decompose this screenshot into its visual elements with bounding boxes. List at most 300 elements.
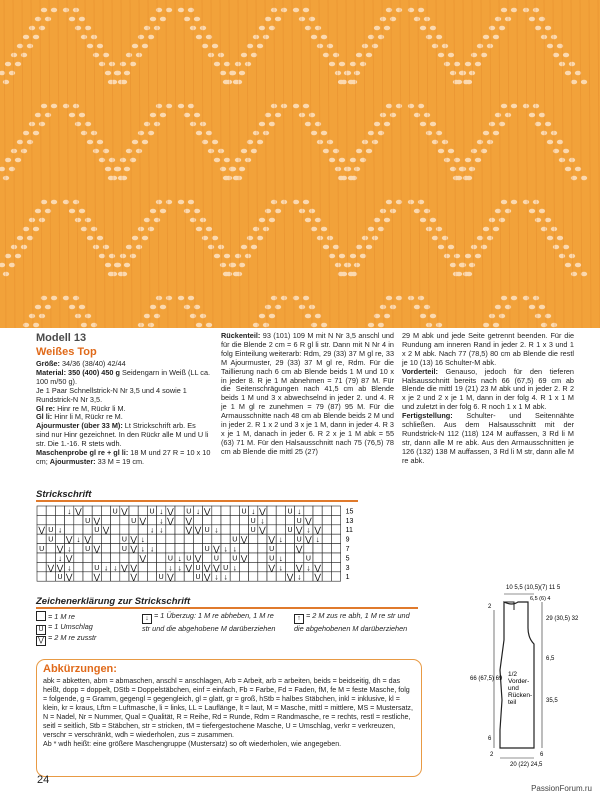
skp-icon: ↓ [232,563,237,573]
chart-cell [129,553,138,562]
yarnover-icon: U [85,546,91,553]
chart-cell [331,506,340,515]
k2tog-icon: ⋁ [56,563,64,573]
chart-cell [166,534,175,543]
k2tog-icon: ⋁ [130,572,137,582]
chart-row-number: 3 [345,564,350,572]
k2tog-icon: ⋁ [314,572,321,582]
yarnover-icon: U [48,536,54,544]
chart-cell [322,525,331,534]
chart-cell [74,525,83,534]
garment-schematic [470,580,580,775]
skp-icon: ↓ [168,563,173,573]
k2tog-icon: ⋁ [102,525,110,535]
knit-symbol-icon [36,611,46,621]
chart-cell [331,534,340,543]
chart-cell [101,544,110,553]
chart-cell [285,534,294,543]
k2tog-icon: ⋁ [56,544,64,554]
material-value: 350 (400) 450 g [68,367,120,377]
chart-row-number: 11 [345,527,353,535]
gauge-ajour-value: 33 M = 19 cm. [97,456,145,466]
chart-cell [101,534,110,543]
chart-cell [111,534,120,543]
skp-icon: ↓ [278,553,283,563]
chart-cell [184,534,193,543]
chart-cell [74,562,83,571]
chart-cell [111,544,120,553]
schematic-bottom-right: 6 [540,752,544,758]
skp-icon: ↓ [278,535,283,545]
k2tog-symbol-icon: ⋁ [36,636,46,646]
back-continued-text: 29 M abk und jede Seite getrennt beenden. Für die Rundung am inneren Rand in jeder 2. R 1 x 3 und 1 x 2 M abk. Nach 77 (78,5) 80 cm ab Blende die restl je 10 (13) 16 Schulter-M abk. [402,331,574,367]
chart-cell [175,534,184,543]
gl-li-value: Hinr li M, Rückr re M. [54,412,123,422]
legend-text-yarnover: = 1 Umschlag [48,622,93,631]
k2tog-icon: ⋁ [259,525,266,535]
k2tog-icon: ⋁ [194,553,202,563]
k2tog-icon: ⋁ [314,525,321,535]
skp-icon: ↓ [214,525,219,535]
chart-cell [46,506,55,515]
k2tog-icon: ⋁ [286,572,294,582]
chart-cell [203,515,212,524]
chart-row-number: 13 [345,517,354,525]
chart-cell [111,515,120,524]
knitting-chart [36,504,386,589]
skp-icon: ↓ [159,506,164,516]
yarnover-icon: U [250,517,256,525]
chart-cell [313,544,322,553]
k2tog-icon: ⋁ [295,563,303,573]
k2tog-icon: ⋁ [213,544,220,554]
chart-cell [193,515,202,524]
skp-icon: ↓ [150,544,154,554]
chart-cell [221,553,230,562]
chart-cell [221,534,230,543]
back-label: Rückenteil: [221,331,261,340]
chart-cell [267,572,276,581]
chart-cell [92,506,101,515]
k2tog-icon: ⋁ [305,516,312,526]
chart-cell [111,572,120,581]
k2tog-icon: ⋁ [130,563,137,573]
model-number: Modell 13 [36,332,87,344]
legend-item-skp [142,611,282,633]
chart-cell [249,544,258,553]
k2tog-icon: ⋁ [139,516,147,526]
chart-cell [65,515,74,524]
chart-cell [276,506,285,515]
yarnover-icon: U [48,527,54,535]
chart-cell [37,562,46,571]
chart-cell [147,553,156,562]
skp-icon: ↓ [67,563,72,573]
chart-cell [276,525,285,534]
chart-cell [92,534,101,543]
chart-cell [322,506,331,515]
schematic-bottom: 20 (22) 24,5 [510,762,543,768]
chart-cell [322,562,331,571]
gauge-ajour-label: Ajourmuster: [49,456,96,466]
chart-cell [258,544,267,553]
chart-cell [46,544,55,553]
chart-cell [212,515,221,524]
k2tog-icon: ⋁ [167,506,174,516]
gl-re-label: Gl re: [36,403,56,413]
chart-cell [101,515,110,524]
chart-cell [276,515,285,524]
chart-cell [83,525,92,534]
k2tog-icon: ⋁ [305,535,312,545]
chart-cell [157,534,166,543]
k2tog-icon: ⋁ [139,553,147,563]
skp-icon: ↓ [113,563,118,573]
chart-cell [313,506,322,515]
yarnover-icon: U [269,546,275,553]
chart-cell [120,525,129,534]
k2tog-icon: ⋁ [65,553,73,563]
chart-cell [322,572,331,581]
k2tog-icon: ⋁ [185,563,193,573]
chart-cell [203,553,212,562]
yarnover-icon: U [241,508,247,516]
chart-cell [239,515,248,524]
schematic-left-mid: 66 (67,5) 69 [470,676,503,682]
legend-heading: Zeichenerklärung zur Strickschrift [36,596,191,607]
skp-icon: ↓ [150,525,154,535]
chart-cell [258,562,267,571]
k2tog-icon: ⋁ [38,525,45,535]
yarnover-icon: U [131,517,137,525]
skp-icon: ↓ [67,544,72,554]
yarnover-icon: U [186,508,192,516]
yarnover-icon: U [121,536,127,544]
gl-li-label: Gl li: [36,412,53,422]
chart-cell [249,572,258,581]
yarnover-icon: U [195,564,201,572]
yarnover-icon: U [204,527,210,535]
k2tog-icon: ⋁ [65,572,73,582]
skp-icon: ↓ [196,506,200,516]
legend-item-k2tog [36,633,96,646]
chart-cell [285,553,294,562]
chart-cell [193,544,202,553]
chart-row-number: 5 [345,555,350,563]
front-text: Genauso, jedoch für den tieferen Halsausschnitt bereits nach 66 (67,5) 69 cm ab Blende die mittl 19 (21) 23 M abk und in jeder 2. R 2 x je 2 und 2 x je 1 M, dann in der folg 4. R 1 x 1 M und zuletzt in der folg 6. R noch 1 x 1 M abk. [402,366,574,412]
chart-cell [249,534,258,543]
k2tog-icon: ⋁ [75,506,82,516]
chart-cell [129,506,138,515]
chart-cell [157,562,166,571]
site-watermark: PassionForum.ru [531,784,592,793]
chart-cell [221,515,230,524]
chart-cell [203,534,212,543]
chart-cell [74,572,83,581]
chart-cell [175,572,184,581]
chart-heading-rule [36,500,358,502]
chart-cell [74,544,83,553]
chart-cell [37,506,46,515]
chart-cell [212,506,221,515]
chart-cell [276,572,285,581]
yarnover-icon: U [305,555,311,563]
skp-icon: ↓ [177,563,182,573]
skp-symbol-icon: ↓ [142,614,152,624]
ajour-value: Lt Strickschrift arb. Es sind nur Hinr gezeichnet. In den Rückr alle M und U li str. Die 1.-16. R stets wdh. [36,421,209,449]
text-column-1 [36,332,211,467]
chart-cell [184,572,193,581]
k2tog-icon: ⋁ [65,535,73,545]
chart-cell [249,562,258,571]
chart-cell [120,553,129,562]
chart-cell [221,525,230,534]
chart-cell [147,562,156,571]
chart-cell [249,553,258,562]
finish-label: Fertigstellung: [402,411,453,421]
chart-cell [101,553,110,562]
schematic-top-right: 6,5 (6) 4 [530,596,551,602]
skp-icon: ↓ [306,563,311,573]
chart-cell [129,525,138,534]
chart-cell [65,525,74,534]
k2tog-icon: ⋁ [194,525,202,535]
chart-cell [331,515,340,524]
k2tog-icon: ⋁ [185,525,193,535]
chart-cell [157,544,166,553]
legend-text-k2tog: = 2 M re zusstr [48,633,97,642]
chart-cell [239,544,248,553]
chart-cell [166,525,175,534]
chart-row-number: 7 [345,546,350,553]
skp-icon: ↓ [251,506,256,516]
chart-cell [304,544,313,553]
chart-cell [83,562,92,571]
abbreviations-text: abk = abketten, abm = abmaschen, anschl = anschlagen, Arb = Arbeit, arb = arbeiten, beids = beidseitig, dh = das heißt, dopp = doppelt, DStb = Doppelstäbchen, einf = einfach, Fb = Farbe, Fd = Faden, fM, fe M = feste Masche, folg = folgende, g = Gramm, gegengl = gegengleich, gl = glatt, gr = groß, hStb = halbes Stäbchen, inkl = inklusive, kl = klein, kr = kraus, Lftm = Luftmasche, li = links, LL = Lauflänge, lt = laut, M = Masche, mittl = mittlere, MS = Mustersatz, N = Nadel, Nr = Nummer, Qual = Qualität, R = Reihe, Rd = Runde, Rdm = Randmasche, re = rechts, restl = restliche, seitl = seitlich, Stb = Stäbchen, str = stricken, tM = tiefergestochene Masche, U = Umschlag, verkr = verkreuzen, verschr = verschränkt, wdh = wiederholen, zus = zusammen. [43,677,413,739]
abbreviations-note: Ab * wdh heißt: eine größere Maschengruppe (Mustersatz) so oft wiederholen, wie angegeben. [43,740,342,748]
chart-cell [267,506,276,515]
k2tog-icon: ⋁ [93,544,101,554]
k2tog-icon: ⋁ [121,506,128,516]
chart-cell [55,515,64,524]
legend-text-knit: = 1 M re [48,612,75,621]
skp-icon: ↓ [58,525,62,535]
front-label: Vorderteil: [402,366,438,376]
s2kp-symbol-icon: ↑ [294,614,304,624]
yarnover-icon: U [57,574,63,582]
swatch-photo [0,0,600,328]
yarnover-icon: U [296,536,302,544]
abbreviations-heading: Abkürzungen: [43,663,117,675]
chart-legend [36,609,416,659]
chart-cell [212,534,221,543]
chart-row-number: 9 [345,536,350,544]
yarnover-icon: U [94,564,100,572]
yarnover-icon: U [204,546,210,553]
schematic-right-mid: 6,5 [546,656,555,662]
legend-text-skp: = 1 Überzug: 1 M re abheben, 1 M re str und die abgehobene M darüberziehen [142,611,276,633]
skp-icon: ↓ [278,563,283,573]
k2tog-icon: ⋁ [240,553,248,563]
chart-cell [331,525,340,534]
chart-cell [221,506,230,515]
chart-cell [230,572,239,581]
chart-row-number: 1 [345,574,350,582]
chart-cell [111,525,120,534]
chart-cell [74,553,83,562]
chart-cell [111,553,120,562]
chart-cell [138,525,147,534]
schematic-right-low: 35,5 [546,698,558,704]
k2tog-icon: ⋁ [47,563,55,573]
yarnover-icon: U [195,574,201,582]
chart-cell [230,525,239,534]
skp-icon: ↓ [177,553,182,563]
yarnover-icon: U [223,564,229,572]
k2tog-icon: ⋁ [203,572,211,582]
yarnover-symbol-icon: U [36,625,46,635]
k2tog-icon: ⋁ [185,516,193,526]
chart-cell [304,572,313,581]
chart-cell [322,515,331,524]
chart-cell [46,553,55,562]
schematic-right-top: 29 (30,5) 32 [546,616,579,622]
legend-item-s2kp [294,611,418,633]
chart-cell [175,515,184,524]
skp-icon: ↓ [223,572,228,582]
chart-cell [120,572,129,581]
chart-cell [276,544,285,553]
chart-cell [331,572,340,581]
chart-cell [285,515,294,524]
k2tog-icon: ⋁ [213,563,220,573]
skp-icon: ↓ [315,535,320,545]
skp-icon: ↓ [297,506,302,516]
schematic-center-label: 1/2 Vorder-und Rücken-teil [508,671,533,706]
skp-icon: ↓ [297,572,302,582]
legend-item-knit [36,611,75,621]
chart-cell [285,562,294,571]
chart-cell [230,515,239,524]
skp-icon: ↓ [159,525,164,535]
chart-cell [322,553,331,562]
chart-cell [258,553,267,562]
k2tog-icon: ⋁ [240,535,248,545]
model-name: Weißes Top [36,346,97,358]
skp-icon: ↓ [159,516,164,526]
chart-cell [74,515,83,524]
finish-text: Schulter- und Seitennähte schließen. Aus dem Halsausschnitt mit der Rundstrick-N 112 (118) 124 M auffassen, 3 Rd li M str, dann alle M re abk. Aus den Armausschnitten je 126 (132) 138 M auffassen, 3 Rd li M str, dann alle M re abk. [402,411,574,465]
chart-cell [147,515,156,524]
page-number: 24 [37,774,50,786]
back-text: 93 (101) 109 M mit N Nr 3,5 anschl und für die Blende 2 cm = 6 R gl li str. Dann mit N Nr 4 in folg Einteilung weiterarb: Rdm, 29 (33) 37 M gl re, 33 M Ajourmuster, 29 (33) 37 M gl re, Rdm. Für die Taillierung nach 6 cm ab Blende beids 1 M und 10 x in jeder 8. R je 1 M abnehmen = 71 (79) 87 M. Für die Seitenschrägungen nach 41,5 cm ab Blende beids 1 M und 3 x abwechselnd in jeder 2. und 4. R je 1 M gl re zunehmen = 79 (87) 95 M. Für die Armausschnitte nach 48 cm ab Blende beids 2 M und in jeder 2. R 1 x 2 und 3 x je 1 M, dann in jeder 4. R 3 x je 1 M, danach in jeder 6. R 2 x je 1 M abk = 55 (63) 71 M. Für den Halsausschnitt nach 75 (76,5) 78 cm ab Blende die mittl 25 (27) [221,331,394,456]
k2tog-icon: ⋁ [295,544,303,554]
material-text: Seidengarn in Weiß (LL ca. 100 m/50 g). [36,367,211,386]
size-value: 34/36 (38/40) 42/44 [61,359,126,368]
chart-cell [157,553,166,562]
gauge-label: Maschenprobe gl re + gl li: [36,448,129,458]
chart-cell [55,534,64,543]
schematic-top-label: 10 5,5 (10,5)(7) 11 5 [506,585,561,591]
size-label: Größe: [36,359,60,368]
gl-re-value: Hinr re M, Rückr li M. [57,403,126,413]
chart-cell [120,515,129,524]
k2tog-icon: ⋁ [314,563,321,573]
k2tog-icon: ⋁ [203,506,211,516]
yarnover-icon: U [287,527,293,535]
k2tog-icon: ⋁ [268,535,275,545]
chart-cell [37,553,46,562]
chart-cell [37,572,46,581]
yarnover-icon: U [167,555,173,563]
chart-cell [147,534,156,543]
chart-row-number: 15 [345,508,354,516]
chart-cell [46,572,55,581]
k2tog-icon: ⋁ [259,506,266,516]
skp-icon: ↓ [67,506,72,516]
chart-cell [175,544,184,553]
skp-icon: ↓ [223,544,228,554]
chart-cell [313,515,322,524]
text-column-2 [221,332,394,457]
gauge-value: 18 M und 27 R = 10 x 10 cm; [36,448,211,466]
skp-icon: ↓ [260,516,265,526]
chart-cell [46,515,55,524]
chart-cell [83,506,92,515]
schematic-bottom-left: 2 [490,752,494,758]
chart-cell [166,544,175,553]
chart-cell [239,572,248,581]
skp-icon: ↓ [214,572,219,582]
chart-cell [55,506,64,515]
chart-cell [193,534,202,543]
chart-cell [101,506,110,515]
chart-cell [239,525,248,534]
chart-cell [101,572,110,581]
yarnover-icon: U [269,555,275,563]
skp-icon: ↓ [58,553,62,563]
chart-cell [37,534,46,543]
chart-cell [37,515,46,524]
yarnover-icon: U [186,555,192,563]
chart-cell [230,506,239,515]
yarnover-icon: U [112,508,118,516]
k2tog-icon: ⋁ [93,572,101,582]
chart-cell [304,506,313,515]
skp-icon: ↓ [140,535,145,545]
chart-cell [267,515,276,524]
k2tog-icon: ⋁ [130,535,137,545]
chart-cell [285,544,294,553]
yarnover-icon: U [250,527,256,535]
skp-icon: ↓ [76,535,81,545]
k2tog-icon: ⋁ [268,563,275,573]
k2tog-icon: ⋁ [130,544,137,554]
yarnover-icon: U [149,508,155,516]
chart-cell [138,562,147,571]
chart-cell [138,572,147,581]
schematic-left-short: 6 [488,736,492,742]
legend-text-s2kp: = 2 M zus re abh, 1 M re str und die abgehobenen M darüberziehen [294,611,410,633]
k2tog-icon: ⋁ [203,563,211,573]
k2tog-icon: ⋁ [121,563,128,573]
chart-cell [184,544,193,553]
yarnover-icon: U [213,555,219,563]
chart-cell [322,544,331,553]
skp-icon: ↓ [232,544,237,554]
k2tog-icon: ⋁ [295,525,303,535]
yarnover-icon: U [287,508,293,516]
